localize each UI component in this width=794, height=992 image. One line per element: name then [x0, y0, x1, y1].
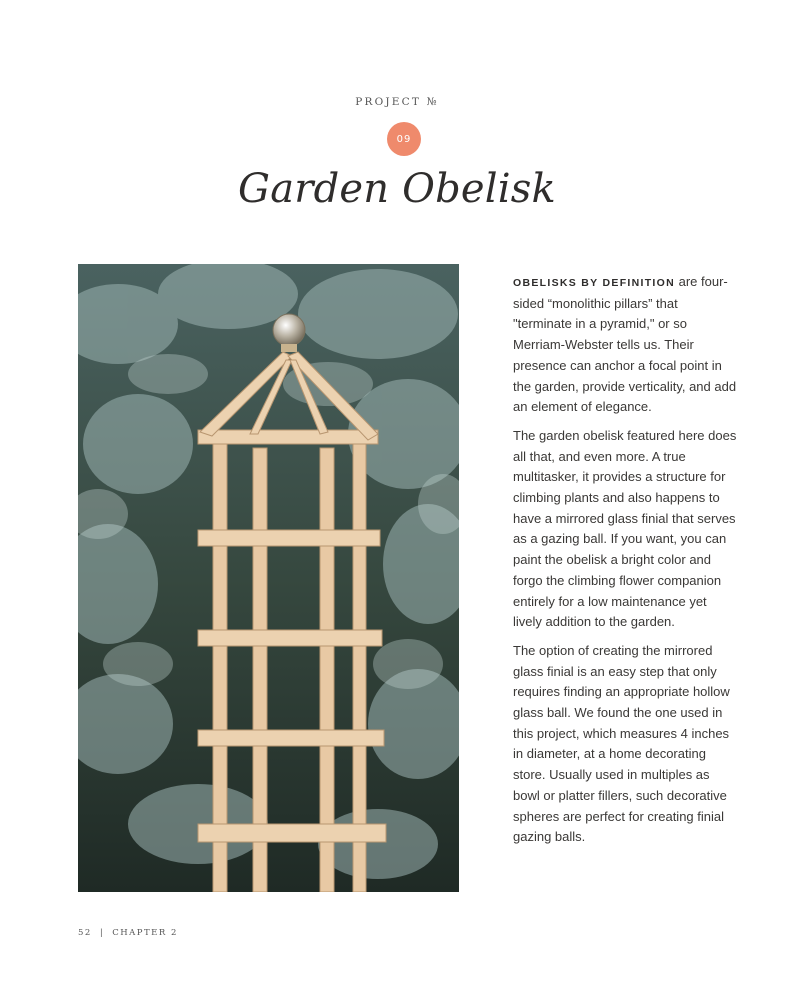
obelisk-photo: [78, 264, 459, 892]
paragraph-1-rest: are four- sided “monolithic pillars” that "terminate in a pyramid," or so Merriam-Webster tells us. Their presence can anchor a focal point in the garden, provide verticality, and add an element of elegance.: [513, 274, 737, 415]
paragraph-1: [513, 272, 738, 418]
project-label: PROJECT №: [355, 96, 439, 108]
paragraph-2: The garden obelisk featured here does all that, and even more. A true multitasker, it provides a structure for climbing plants and also happens to have a mirrored glass finial that serves as a gazing ball. If you want, you can paint the obelisk a bright color and forgo the climbing flower companion entirely for a low maintenance yet lively addition to the garden.: [513, 427, 737, 630]
chapter-label: CHAPTER 2: [112, 928, 178, 938]
page-footer: [78, 928, 178, 938]
paragraph-3: The option of creating the mirrored glass finial is an easy step that only requires finding an appropriate hollow glass ball. We found the one used in this project, which measures 4 inches in diameter, at a home decorating store. Usually used in multiples as bowl or platter fillers, such decorative spheres are perfect for creating finial gazing balls.: [513, 642, 730, 845]
lead-caps: OBELISKS BY DEFINITION: [513, 277, 676, 289]
project-number-badge: [387, 122, 421, 156]
project-number: 09: [396, 133, 412, 145]
footer-separator: |: [99, 928, 105, 938]
page-title: Garden Obelisk: [238, 166, 556, 212]
page-number: 52: [78, 928, 92, 938]
body-text: [513, 272, 738, 856]
